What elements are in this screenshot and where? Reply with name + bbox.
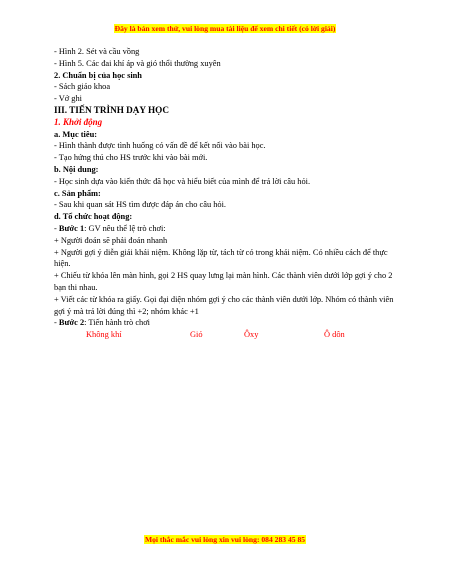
list-item: + Người đoán sẽ phải đoán nhanh xyxy=(54,235,168,245)
step-text: : GV nêu thể lệ trò chơi: xyxy=(84,223,166,233)
step-label: Bước 1 xyxy=(58,223,85,233)
keyword: Ô dôn xyxy=(324,330,345,340)
contact-notice-text: Mọi thắc mắc vui lòng xin vui lòng: 084 283 45 85 xyxy=(144,535,306,544)
step-prefix: - xyxy=(54,318,59,328)
subsection-heading: a. Mục tiêu: xyxy=(54,129,98,139)
contact-notice-banner xyxy=(0,535,450,545)
list-item: - Hình 5. Các đai khí áp và gió thổi thường xuyên xyxy=(54,58,221,68)
keyword: Gió xyxy=(190,330,203,340)
keyword: Ôxy xyxy=(244,330,259,340)
chapter-heading: III. TIẾN TRÌNH DẠY HỌC xyxy=(54,104,169,115)
list-item: - Tạo hứng thú cho HS trước khi vào bài mới. xyxy=(54,153,208,163)
section-heading: 2. Chuẩn bị của học sinh xyxy=(54,70,142,80)
step-prefix: - xyxy=(54,223,59,233)
list-item: - Sau khi quan sát HS tìm được đáp án cho câu hỏi. xyxy=(54,200,227,210)
activity-heading: 1. Khởi động xyxy=(54,116,103,127)
list-item: - Vở ghi xyxy=(54,94,83,104)
keyword: Không khí xyxy=(86,330,122,340)
list-item: + Viết các từ khóa ra giấy. Gọi đại diện nhóm gợi ý cho các thành viên dưới lớp. Nhóm có thành viên gợi ý mà trả lời đúng thì +2; nhóm khác +1 xyxy=(54,294,394,316)
subsection-heading: b. Nội dung: xyxy=(54,164,99,174)
list-item: - Hình 2. Sét và cầu vồng xyxy=(54,47,140,56)
subsection-heading: d. Tổ chức hoạt động: xyxy=(54,212,133,222)
list-item: - Hình thành được tình huống có vấn đề để kết nối vào bài học. xyxy=(54,141,266,151)
step-text: : Tiến hành trò chơi xyxy=(84,318,150,328)
step-label: Bước 2 xyxy=(58,318,85,328)
list-item: - Sách giáo khoa xyxy=(54,82,111,92)
document-body xyxy=(54,46,406,341)
preview-notice-text: Đây là bản xem thử, vui lòng mua tài liệu để xem chi tiết (có lời giải) xyxy=(114,24,336,33)
keyword-row xyxy=(54,329,406,341)
list-item: - Học sinh dựa vào kiến thức đã học và hiểu biết của mình để trả lời câu hỏi. xyxy=(54,176,311,186)
preview-notice-banner xyxy=(0,24,450,34)
list-item: + Người gợi ý diễn giải khái niệm. Không lặp từ, tách từ có trong khái niệm. Có nhiều cách để thực hiện. xyxy=(54,247,388,269)
step-line xyxy=(54,317,406,329)
step-line xyxy=(54,223,406,235)
list-item: + Chiếu từ khóa lên màn hình, gọi 2 HS quay lưng lại màn hình. Các thành viên dưới lớp gợi ý cho 2 bạn thi nhau. xyxy=(54,271,393,292)
subsection-heading: c. Sản phẩm: xyxy=(54,188,101,198)
